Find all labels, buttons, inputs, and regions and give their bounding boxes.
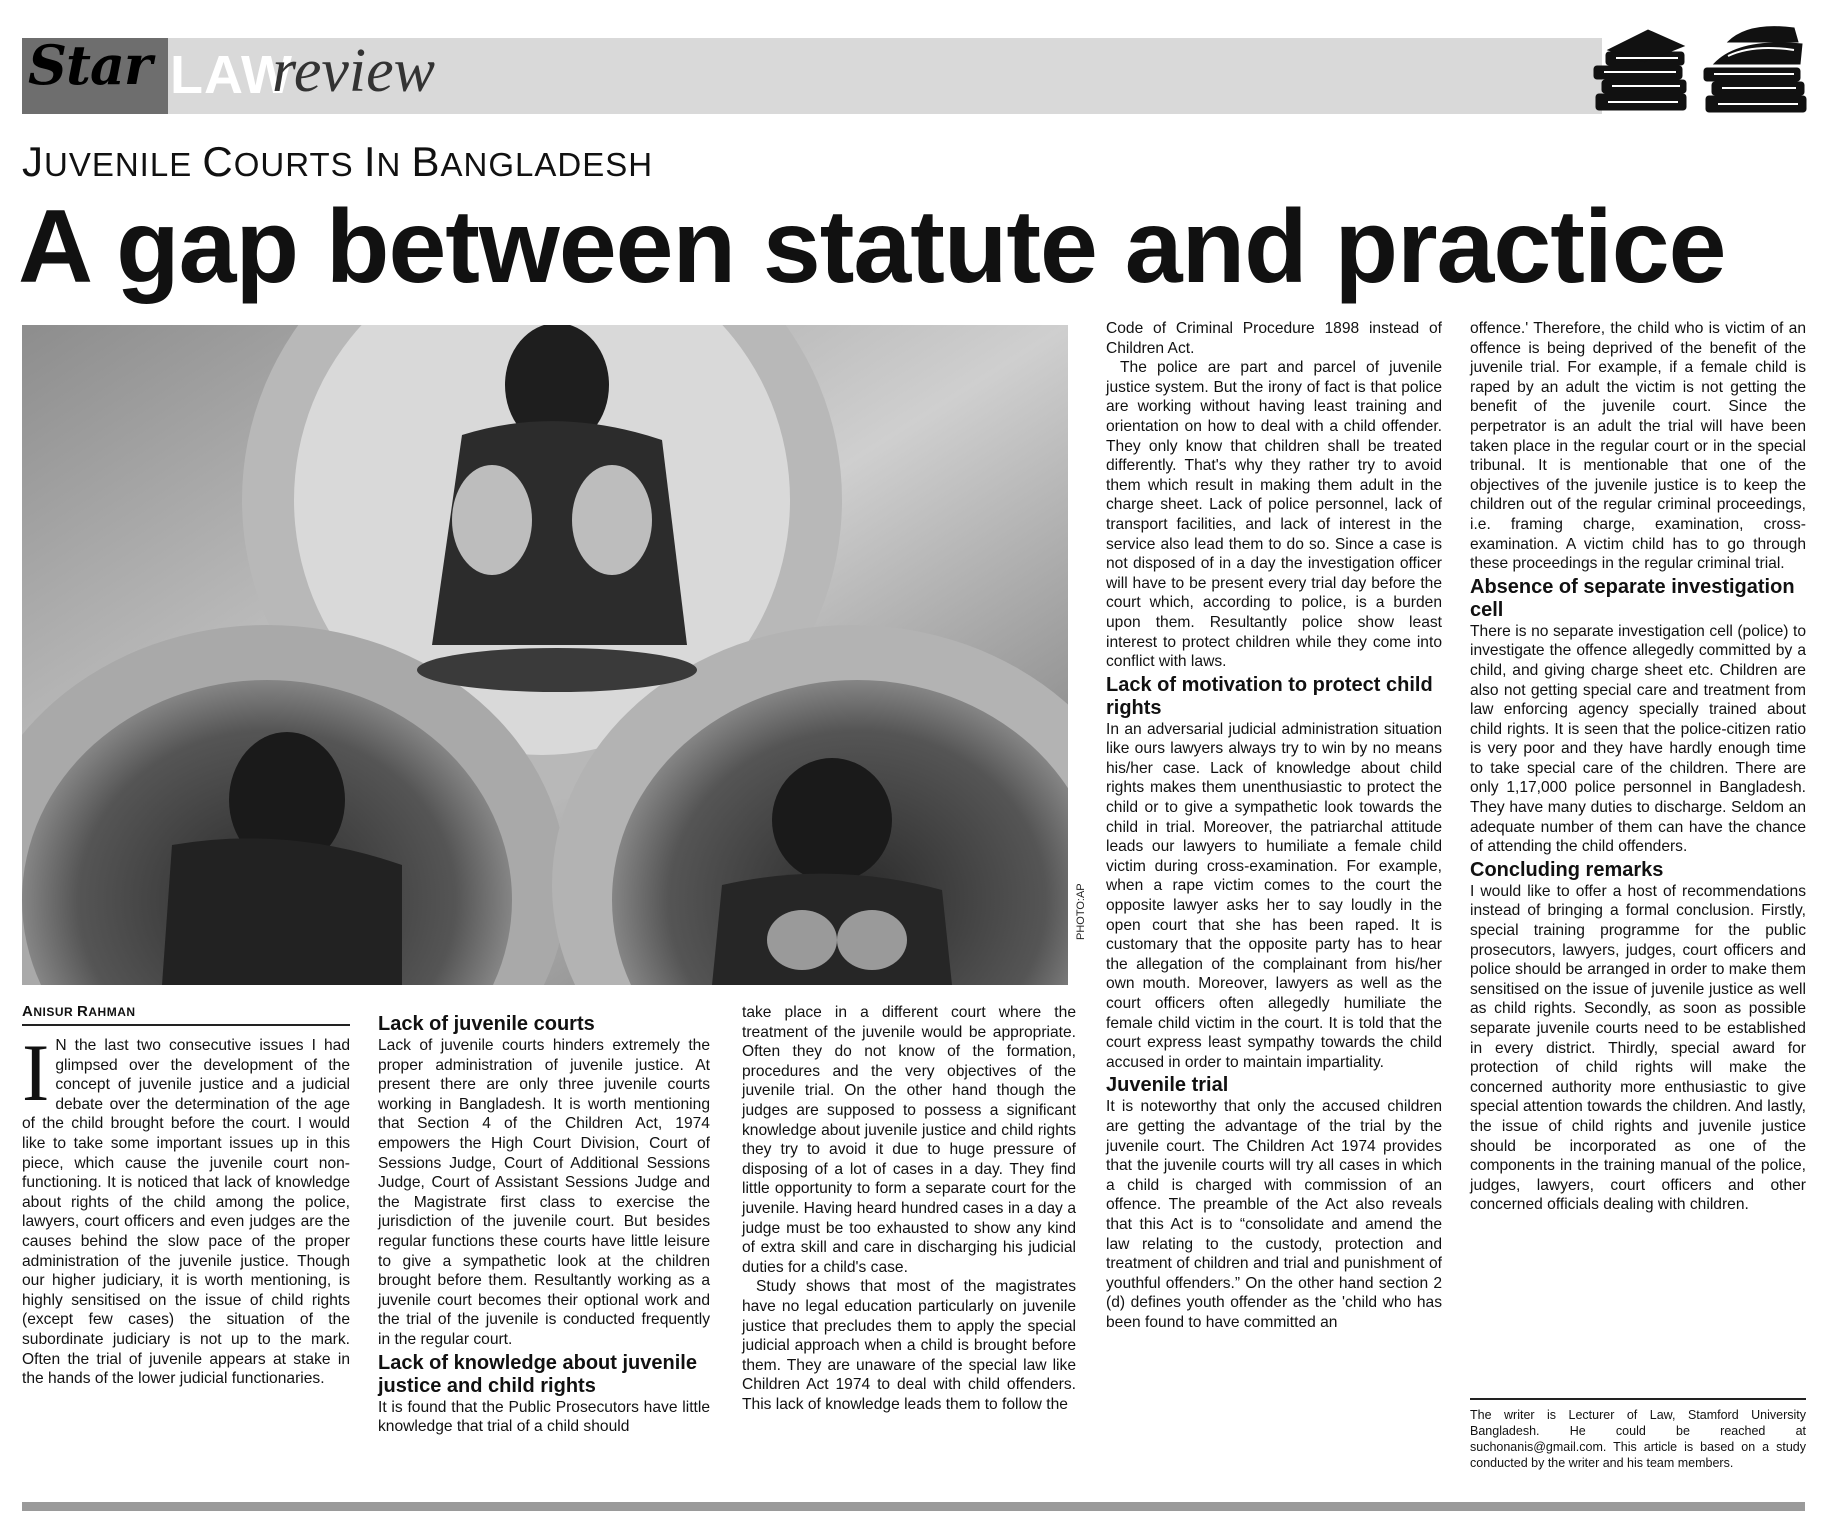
paragraph: In an adversarial judicial administration situation like ours lawyers always try to win by no means his/her case. Lack of knowledge about child rights makes them unenthusiastic to protect the child or to give a sympathetic look towards the child in trial. Moreover, the patriarchal attitude leads our lawyers to humiliate a female child victim during cross-examination. For example, when a rape victim comes to the court the opposite lawyer asks her to say loudly in the open court that she has been raped. It is customary that the opposite party has to hear the allegation of the complainant from his/her own mouth. Moreover, lawyers as well as the court officers often allegedly humiliate the female child victim in the court. It is told that the court express least sympathy towards the child accused in order to maintain impartiality. bbox=[1106, 720, 1442, 1071]
brand-review: review bbox=[272, 37, 435, 105]
paragraph: I would like to offer a host of recommendations instead of bringing a formal conclusion. Firstly, special training programme for the public prosecutors, lawyers, judges, court officers and police should be arranged in order to make them sensitised on the issue of juvenile justice as well as child rights. Secondly, as soon as possible separate juvenile courts need to be established in every district. Thirdly, special award for protection of child rights will make the concerned authority more enthusiastic to give special attention towards the children. And lastly, the issue of child rights and juvenile justice should be incorporated as one of the components in the training manual of the police, judges, lawyers, court officers and other concerned officials dealing with children. bbox=[1470, 882, 1806, 1214]
byline-rule bbox=[22, 1024, 350, 1026]
paragraph: Study shows that most of the magistrates have no legal education particularly on juvenile justice that precludes them to apply the special judicial approach when a child is brought before them. They are unaware of the special law like Children Act 1974 to deal with child offenders. This lack of knowledge leads them to follow the bbox=[742, 1278, 1076, 1413]
paragraph: It is found that the Public Prosecutors have little knowledge that trial of a child should bbox=[378, 1398, 710, 1436]
byline: ANISUR RAHMAN bbox=[22, 1003, 136, 1020]
brand-star: Star bbox=[28, 33, 152, 97]
section-heading: Absence of separate investigation cell bbox=[1470, 575, 1795, 621]
column-2 bbox=[378, 1011, 710, 1437]
brand-law: LAW bbox=[170, 45, 293, 105]
paragraph: Code of Criminal Procedure 1898 instead of Children Act. bbox=[1106, 320, 1442, 357]
footer-bar bbox=[22, 1502, 1805, 1511]
column-5 bbox=[1470, 319, 1806, 1215]
article-photo bbox=[22, 325, 1068, 985]
column-4 bbox=[1106, 319, 1442, 1333]
books-icon bbox=[1588, 16, 1814, 116]
paragraph: It is noteworthy that only the accused children are getting the advantage of the trial by the juvenile court. The Children Act 1974 provides that the juvenile courts will try all cases in which a child is charged with commission of an offence. The preamble of the Act also reveals that this Act is to “consolidate and amend the law relating to the custody, protection and treatment of children and trial and punishment of youthful offenders.” On the other hand section 2 (d) defines youth offender as the 'child who has been found to have committed an bbox=[1106, 1098, 1442, 1331]
paragraph: take place in a different court where the treatment of the juvenile would be appropriate. Often they do not know of the formation, procedures and the very objectives of the juvenile trial. On the other hand though the judges are supposed to possess a significant knowledge about juvenile justice and child rights they try to avoid it due to huge pressure of disposing of a lot of cases in a day. They find little opportunity to form a separate court for the juvenile. Having heard hundred cases in a day a judge must be too exhausted to show any kind of extra skill and care in discharging his judicial duties for a child's case. bbox=[742, 1004, 1076, 1276]
section-heading: Concluding remarks bbox=[1470, 858, 1664, 881]
writer-note: The writer is Lecturer of Law, Stamford University Bangladesh. He could be reached at suchonanis@gmail.com. This article is based on a study conducted by the writer and his team members. bbox=[1470, 1408, 1806, 1470]
paragraph: Lack of juvenile courts hinders extremely the proper administration of juvenile justice. At present there are only three juvenile courts working in Bangladesh. It is worth mentioning that Section 4 of the Children Act, 1974 empowers the High Court Division, Court of Sessions Judge, Court of Additional Sessions Judge, Court of Assistant Sessions Judge and the Magistrate first class to exercise the jurisdiction of the juvenile court. But besides regular functions these courts have little leisure to give a sympathetic look at the children brought before them. Resultantly working as a juvenile court becomes their optional work and the trial of the juvenile is conducted frequently in the regular court. bbox=[378, 1037, 710, 1348]
article-kicker: JUVENILE COURTS IN BANGLADESH bbox=[22, 138, 654, 185]
article-headline: A gap between statute and practice bbox=[18, 189, 1726, 305]
paragraph: There is no separate investigation cell (police) to investigate the offence allegedly committed by a child, and giving charge sheet etc. Children are also not getting special care and treatment from law enforcing agency specially trained about child rights. It is seen that the police-citizen ratio is very poor and they have hardly enough time to take special care of the children. There are only 1,17,000 police personnel in Bangladesh. They have many duties to discharge. Seldom an adequate number of them can have the chance of attending the child offenders. bbox=[1470, 622, 1806, 856]
photo-credit: PHOTO:AP bbox=[1075, 883, 1087, 940]
paragraph: The police are part and parcel of juvenile justice system. But the irony of fact is that police are working without having least training and orientation on how to deal with a child offender. They only know that children shall be treated differently. That's why they rather try to avoid them which result in making them adult in the charge sheet. Lack of police personnel, lack of transport facilities, and lack of interest in the service also lead them to do so. Since a case is not disposed of in a day the investigation officer will have to be present every trial day before the court which, according to police, is a burden upon them. Resultantly police show least interest to protect children while they come into conflict with laws. bbox=[1106, 359, 1442, 671]
section-heading: Lack of juvenile courts bbox=[378, 1013, 595, 1035]
section-heading: Lack of knowledge about juvenile justice and child rights bbox=[378, 1351, 697, 1397]
section-heading: Juvenile trial bbox=[1106, 1074, 1229, 1097]
column-3 bbox=[742, 1003, 1076, 1414]
column-1 bbox=[22, 1027, 350, 1389]
paragraph: offence.' Therefore, the child who is victim of an offence is being deprived of the benefit of the juvenile trial. For example, if a female child is raped by an adult the victim is not getting the benefit of the juvenile court. Since the perpetrator is an adult the trial will have been taken place in the regular court or in the special tribunal. It is mentionable that one of the objectives of the juvenile justice is to keep the children out of the regular criminal proceedings, i.e. framing charge, examination, cross-examination. A victim child has to go through these proceedings in the regular criminal trial. bbox=[1470, 320, 1806, 573]
writer-note-rule bbox=[1470, 1398, 1806, 1400]
drop-cap: I bbox=[22, 1027, 50, 1118]
section-heading: Lack of motivation to protect child rights bbox=[1106, 673, 1433, 719]
paragraph: N the last two consecutive issues I had glimpsed over the development of the concept of juvenile justice and a judicial debate over the determination of the age of the child brought before the court. I would like to take some important issues up in this piece, which cause the juvenile court non-functioning. It is noticed that lack of knowledge about rights of the child among the police, lawyers, court officers and even judges are the causes behind the slow pace of the proper administration of the juvenile justice. Though our higher judiciary, it is worth mentioning, is highly sensitised on the issue of child rights (except few cases) the situation of the subordinate judiciary is not up to the mark. Often the trial of juvenile appears at stake in the hands of the lower judicial functionaries. bbox=[22, 1037, 350, 1388]
